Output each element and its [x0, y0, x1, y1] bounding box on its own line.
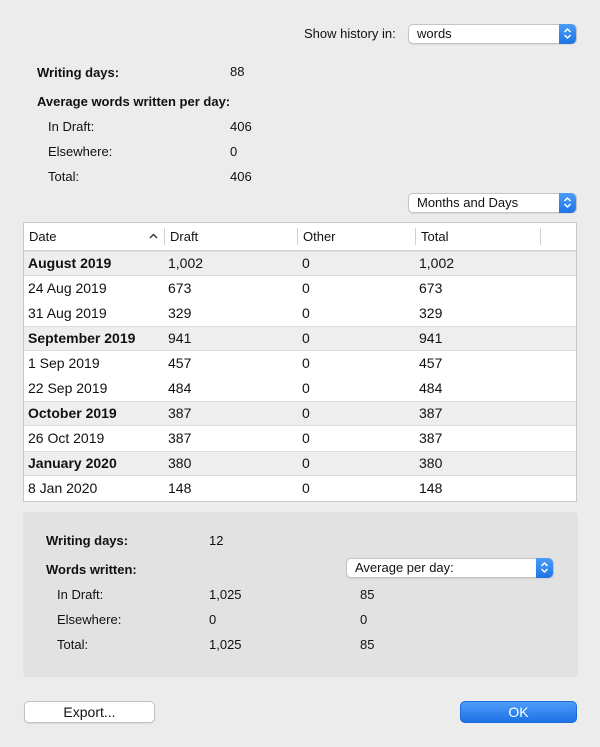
column-header-date[interactable]: Date	[29, 229, 57, 244]
selection-elsewhere-value: 0	[209, 612, 217, 627]
cell-other: 0	[302, 280, 310, 296]
cell-total: 148	[419, 480, 443, 496]
table-row-group[interactable]	[24, 251, 576, 276]
cell-other: 0	[302, 405, 310, 421]
table-header	[24, 223, 576, 251]
selection-total-label: Total:	[57, 637, 89, 652]
column-divider[interactable]	[164, 228, 165, 245]
selection-in-draft-label: In Draft:	[57, 587, 104, 602]
cell-other: 0	[302, 255, 310, 271]
cell-draft: 484	[168, 380, 192, 396]
cell-date: January 2020	[28, 455, 117, 471]
selection-elsewhere-avg: 0	[360, 612, 368, 627]
cell-draft: 148	[168, 480, 192, 496]
cell-total: 484	[419, 380, 443, 396]
table-row-group[interactable]	[24, 451, 576, 476]
cell-total: 387	[419, 430, 443, 446]
cell-date: 31 Aug 2019	[28, 305, 107, 321]
cell-date: August 2019	[28, 255, 112, 271]
writing-days-value: 88	[230, 64, 245, 79]
table-row[interactable]	[24, 476, 576, 501]
selection-total-avg: 85	[360, 637, 375, 652]
selection-summary-panel	[23, 512, 578, 677]
column-header-draft[interactable]: Draft	[170, 229, 199, 244]
cell-draft: 329	[168, 305, 192, 321]
cell-date: 22 Sep 2019	[28, 380, 108, 396]
grouping-popup[interactable]	[408, 193, 577, 213]
average-words-label: Average words written per day:	[37, 94, 231, 109]
table-row[interactable]	[24, 351, 576, 376]
cell-date: September 2019	[28, 330, 136, 346]
cell-date: 26 Oct 2019	[28, 430, 105, 446]
summary-mode-value: Average per day:	[355, 560, 454, 575]
cell-date: 1 Sep 2019	[28, 355, 100, 371]
cell-other: 0	[302, 380, 310, 396]
selection-in-draft-value: 1,025	[209, 587, 242, 602]
overall-total-label: Total:	[48, 169, 80, 184]
overall-in-draft-value: 406	[230, 119, 252, 134]
cell-other: 0	[302, 455, 310, 471]
cell-draft: 673	[168, 280, 192, 296]
table-row[interactable]	[24, 426, 576, 451]
table-row[interactable]	[24, 376, 576, 401]
export-button[interactable]: Export...	[24, 701, 155, 723]
cell-total: 1,002	[419, 255, 455, 271]
show-history-label: Show history in:	[304, 26, 396, 41]
column-header-total[interactable]: Total	[421, 229, 449, 244]
table-row[interactable]	[24, 301, 576, 326]
table-row-group[interactable]	[24, 326, 576, 351]
cell-other: 0	[302, 430, 310, 446]
cell-date: 8 Jan 2020	[28, 480, 98, 496]
table-row-group[interactable]	[24, 401, 576, 426]
popup-stepper-icon	[559, 24, 576, 44]
selection-total-value: 1,025	[209, 637, 242, 652]
cell-date: 24 Aug 2019	[28, 280, 107, 296]
selection-writing-days-label: Writing days:	[46, 533, 129, 548]
cell-draft: 380	[168, 455, 192, 471]
cell-draft: 941	[168, 330, 192, 346]
selection-in-draft-avg: 85	[360, 587, 375, 602]
cell-other: 0	[302, 330, 310, 346]
popup-stepper-icon	[536, 558, 553, 578]
cell-other: 0	[302, 480, 310, 496]
column-header-other[interactable]: Other	[303, 229, 336, 244]
cell-draft: 457	[168, 355, 192, 371]
writing-days-label: Writing days:	[37, 65, 120, 80]
overall-in-draft-label: In Draft:	[48, 119, 95, 134]
cell-draft: 387	[168, 430, 192, 446]
column-divider[interactable]	[297, 228, 298, 245]
cell-draft: 387	[168, 405, 192, 421]
cell-date: October 2019	[28, 405, 117, 421]
popup-stepper-icon	[559, 193, 576, 213]
overall-elsewhere-label: Elsewhere:	[48, 144, 113, 159]
sort-ascending-icon	[149, 233, 158, 239]
history-unit-popup[interactable]	[408, 24, 577, 44]
cell-total: 673	[419, 280, 443, 296]
history-table[interactable]	[23, 222, 577, 502]
column-divider[interactable]	[415, 228, 416, 245]
selection-writing-days-value: 12	[209, 533, 224, 548]
column-divider[interactable]	[540, 228, 541, 245]
overall-elsewhere-value: 0	[230, 144, 238, 159]
cell-total: 329	[419, 305, 443, 321]
cell-other: 0	[302, 355, 310, 371]
overall-total-value: 406	[230, 169, 252, 184]
table-row[interactable]	[24, 276, 576, 301]
words-written-label: Words written:	[46, 562, 137, 577]
cell-other: 0	[302, 305, 310, 321]
cell-total: 387	[419, 405, 443, 421]
summary-mode-popup[interactable]	[346, 558, 554, 578]
cell-draft: 1,002	[168, 255, 204, 271]
cell-total: 457	[419, 355, 443, 371]
history-unit-value: words	[417, 26, 452, 41]
cell-total: 941	[419, 330, 443, 346]
selection-elsewhere-label: Elsewhere:	[57, 612, 122, 627]
ok-button[interactable]: OK	[460, 701, 577, 723]
grouping-value: Months and Days	[417, 195, 519, 210]
cell-total: 380	[419, 455, 443, 471]
